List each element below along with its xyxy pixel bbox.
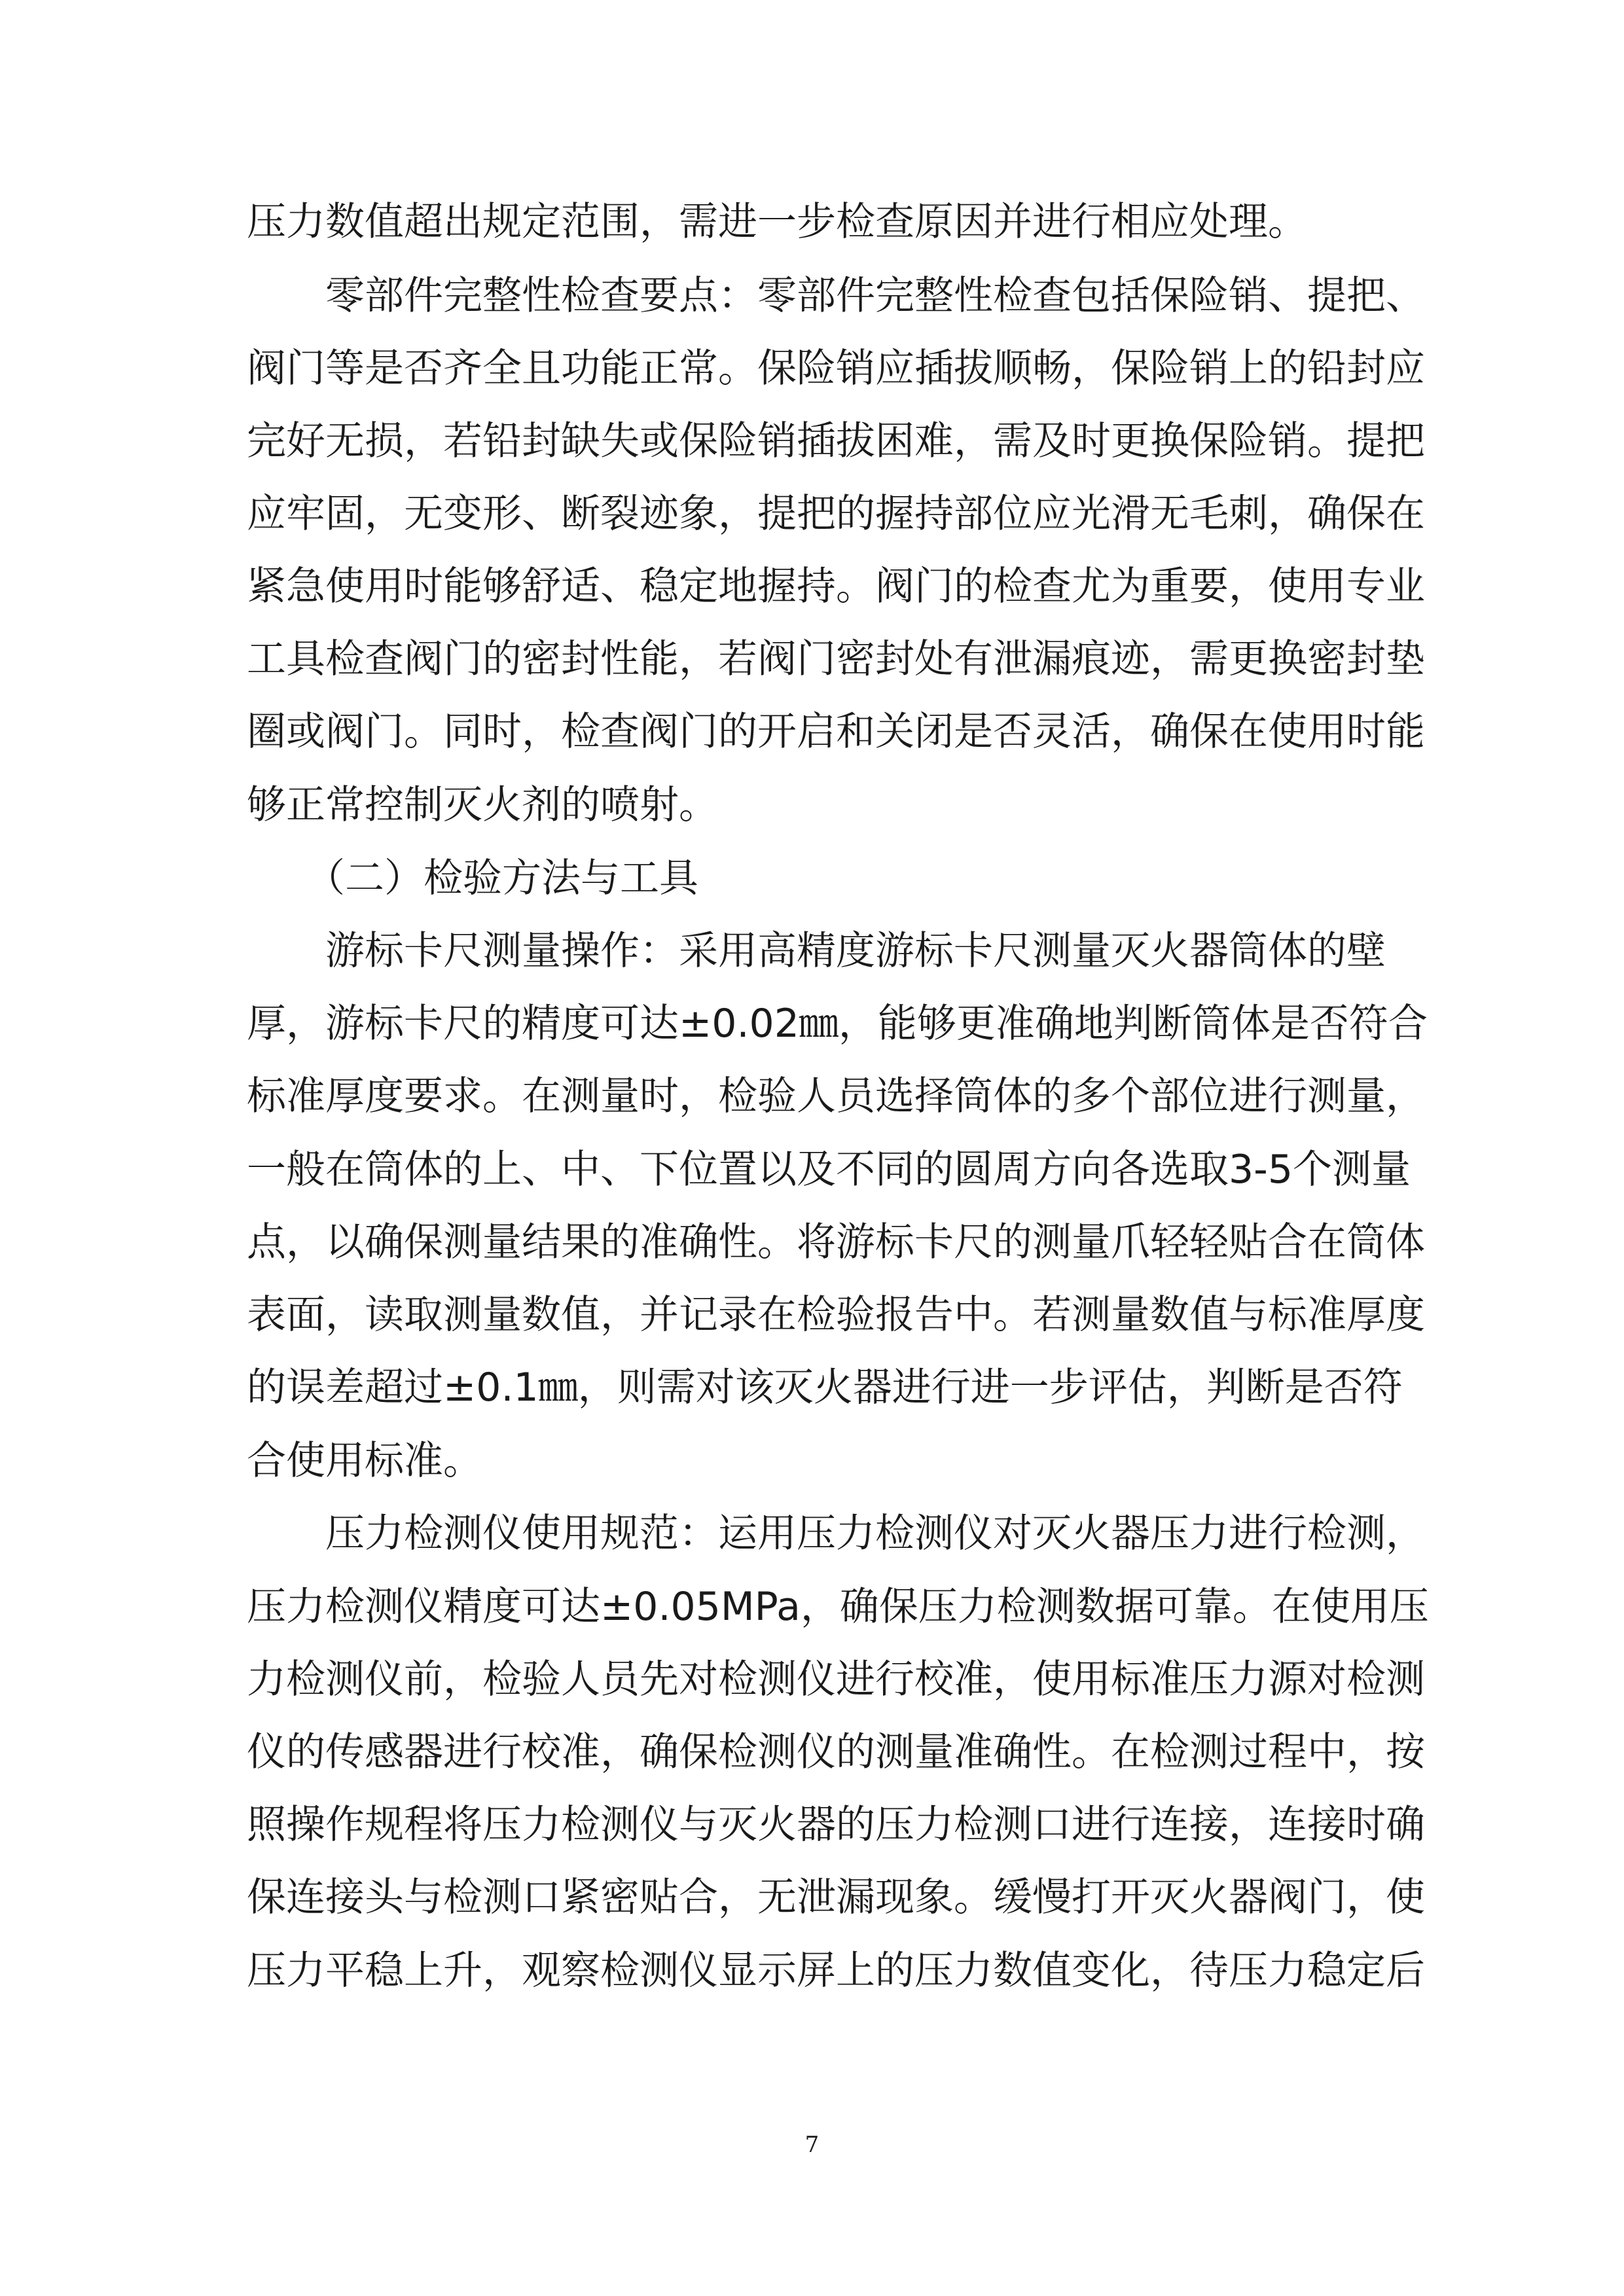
text-line: 够正常控制灭火剂的喷射。 xyxy=(247,782,718,828)
text-line: 厚，游标卡尺的精度可达±0.02㎜，能够更准确地判断筒体是否符合 xyxy=(247,1001,1428,1047)
text-line: 圈或阀门。同时，检查阀门的开启和关闭是否灵活，确保在使用时能 xyxy=(247,709,1425,755)
text-line: 压力数值超出规定范围，需进一步检查原因并进行相应处理。 xyxy=(247,199,1307,245)
text-line: 照操作规程将压力检测仪与灭火器的压力检测口进行连接，连接时确 xyxy=(247,1802,1425,1848)
section-heading: （二）检验方法与工具 xyxy=(247,855,698,901)
text-line: 紧急使用时能够舒适、稳定地握持。阀门的检查尤为重要，使用专业 xyxy=(247,564,1425,609)
text-line: 表面，读取测量数值，并记录在检验报告中。若测量数值与标准厚度 xyxy=(247,1292,1425,1338)
text-line: 零部件完整性检查要点：零部件完整性检查包括保险销、提把、 xyxy=(247,273,1425,319)
text-line: 一般在筒体的上、中、下位置以及不同的圆周方向各选取3-5个测量 xyxy=(247,1147,1411,1193)
text-line: 工具检查阀门的密封性能，若阀门密封处有泄漏痕迹，需更换密封垫 xyxy=(247,636,1425,682)
page-number: 7 xyxy=(804,2132,820,2158)
text-line: 阀门等是否齐全且功能正常。保险销应插拔顺畅，保险销上的铅封应 xyxy=(247,346,1425,391)
text-line: 力检测仪前，检验人员先对检测仪进行校准，使用标准压力源对检测 xyxy=(247,1657,1425,1702)
text-line: 完好无损，若铅封缺失或保险销插拔困难，需及时更换保险销。提把 xyxy=(247,418,1425,464)
text-line: 压力检测仪使用规范：运用压力检测仪对灭火器压力进行检测， xyxy=(247,1511,1425,1556)
text-line: 合使用标准。 xyxy=(247,1438,482,1484)
text-line: 标准厚度要求。在测量时，检验人员选择筒体的多个部位进行测量， xyxy=(247,1073,1425,1119)
text-line: 仪的传感器进行校准，确保检测仪的测量准确性。在检测过程中，按 xyxy=(247,1729,1425,1775)
text-line: 压力检测仪精度可达±0.05MPa，确保压力检测数据可靠。在使用压 xyxy=(247,1584,1429,1630)
text-line: 的误差超过±0.1㎜，则需对该灭火器进行进一步评估，判断是否符 xyxy=(247,1365,1403,1410)
text-line: 应牢固，无变形、断裂迹象，提把的握持部位应光滑无毛刺，确保在 xyxy=(247,491,1425,537)
text-line: 游标卡尺测量操作：采用高精度游标卡尺测量灭火器筒体的壁 xyxy=(247,928,1386,974)
text-line: 压力平稳上升，观察检测仪显示屏上的压力数值变化，待压力稳定后 xyxy=(247,1948,1425,1994)
text-line: 点，以确保测量结果的准确性。将游标卡尺的测量爪轻轻贴合在筒体 xyxy=(247,1219,1425,1265)
text-line: 保连接头与检测口紧密贴合，无泄漏现象。缓慢打开灭火器阀门，使 xyxy=(247,1874,1425,1920)
